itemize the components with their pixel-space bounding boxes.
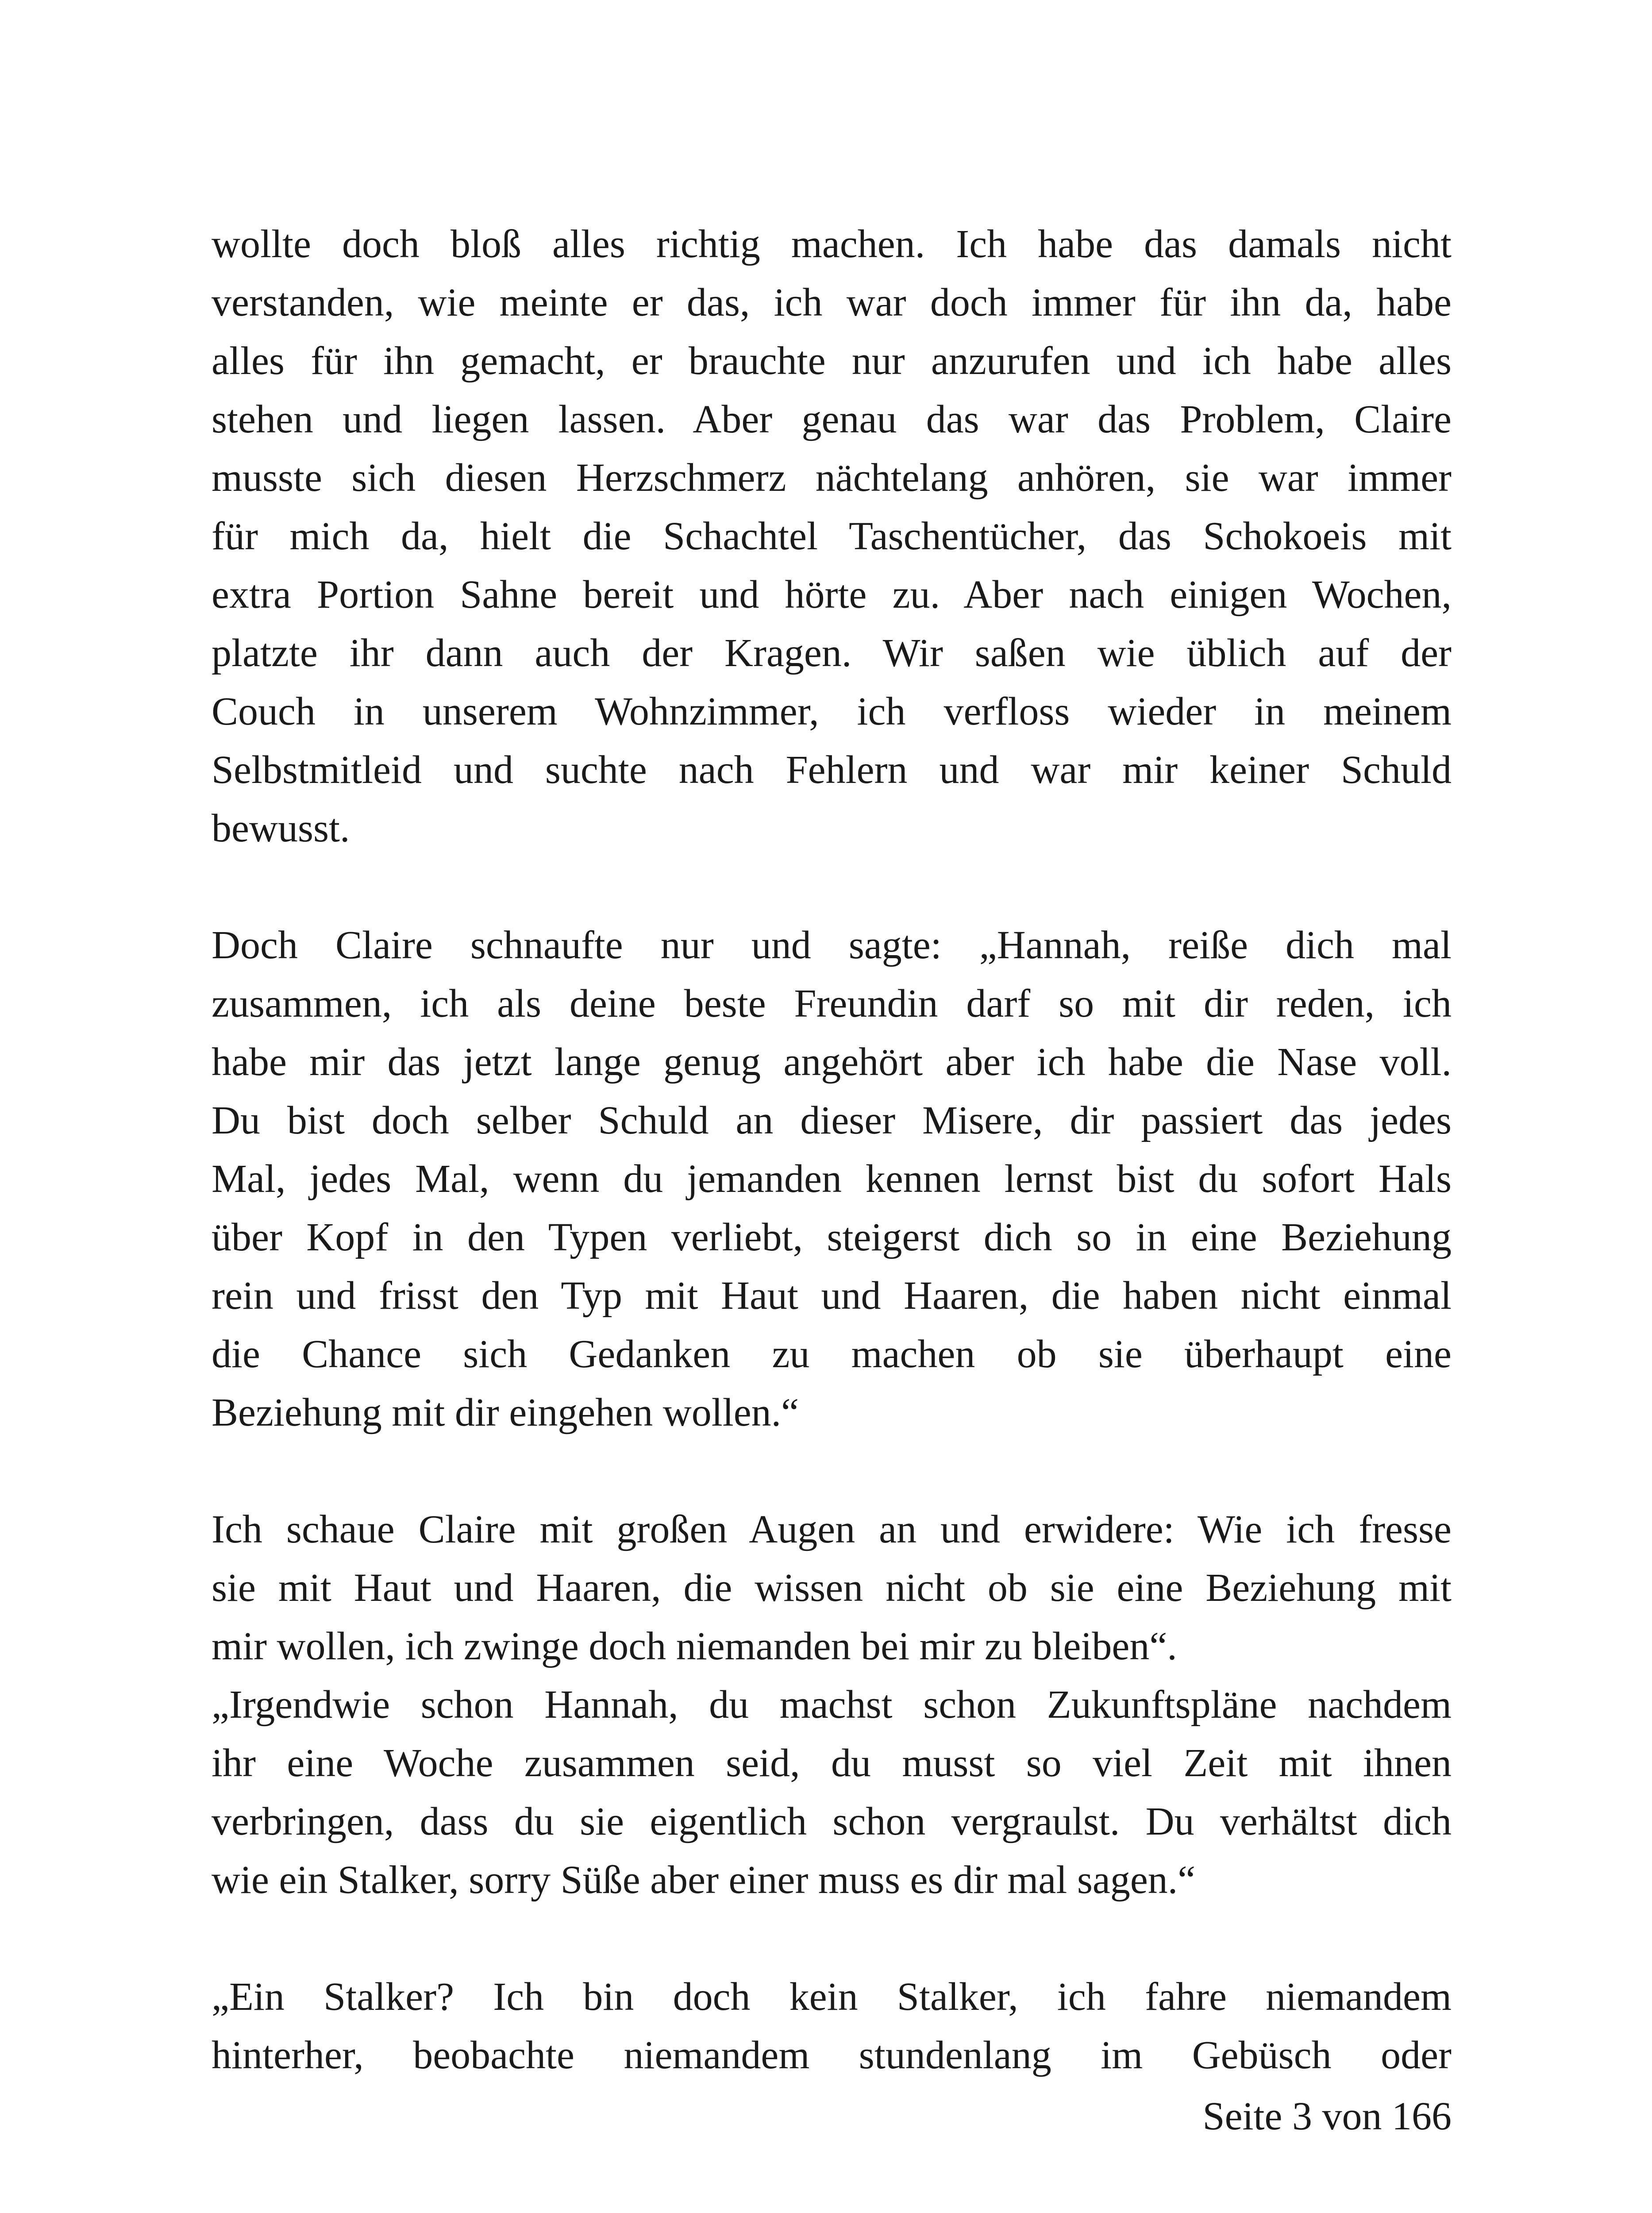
text-line: hinterher, beobachte niemandem stundenlang im Gebüsch oder [212,2033,1452,2077]
text-line: zusammen, ich als deine beste Freundin darf so mit dir reden, ich [212,982,1452,1026]
text-line: wie ein Stalker, sorry Süße aber einer muss es dir mal sagen.“ [212,1858,1196,1902]
text-line: musste sich diesen Herzschmerz nächtelang anhören, sie war immer [212,456,1452,500]
text-line: mir wollen, ich zwinge doch niemanden bei mir zu bleiben“. [212,1624,1177,1668]
text-line: sie mit Haut und Haaren, die wissen nicht ob sie eine Beziehung mit [212,1566,1452,1610]
text-line: „Irgendwie schon Hannah, du machst schon Zukunftspläne nachdem [212,1683,1452,1727]
paragraph [212,215,1452,858]
page-body-text [212,215,1452,2085]
text-line: stehen und liegen lassen. Aber genau das war das Problem, Claire [212,397,1452,441]
text-line: Mal, jedes Mal, wenn du jemanden kennen lernst bist du sofort Hals [212,1157,1452,1201]
text-line: über Kopf in den Typen verliebt, steigerst dich so in eine Beziehung [212,1215,1452,1259]
text-line: Selbstmitleid und suchte nach Fehlern und war mir keiner Schuld [212,748,1452,792]
text-line: habe mir das jetzt lange genug angehört aber ich habe die Nase voll. [212,1040,1452,1084]
text-line: alles für ihn gemacht, er brauchte nur anzurufen und ich habe alles [212,339,1452,383]
paragraph-gap [212,1442,1452,1500]
text-line: extra Portion Sahne bereit und hörte zu. Aber nach einigen Wochen, [212,573,1452,617]
page-number: Seite 3 von 166 [1202,2094,1452,2138]
text-line: ihr eine Woche zusammen seid, du musst so viel Zeit mit ihnen [212,1741,1452,1785]
text-line: platzte ihr dann auch der Kragen. Wir saßen wie üblich auf der [212,631,1452,675]
text-line: Doch Claire schnaufte nur und sagte: „Hannah, reiße dich mal [212,923,1452,967]
text-line: verbringen, dass du sie eigentlich schon vergraulst. Du verhältst dich [212,1800,1452,1843]
paragraph [212,1500,1452,1909]
text-line: bewusst. [212,806,350,850]
text-line: rein und frisst den Typ mit Haut und Haaren, die haben nicht einmal [212,1274,1452,1318]
text-line: für mich da, hielt die Schachtel Taschentücher, das Schokoeis mit [212,514,1452,558]
text-line: die Chance sich Gedanken zu machen ob sie überhaupt eine [212,1332,1452,1376]
paragraph-gap [212,858,1452,916]
text-line: „Ein Stalker? Ich bin doch kein Stalker, ich fahre niemandem [212,1975,1452,2019]
paragraph [212,1968,1452,2085]
text-line: Ich schaue Claire mit großen Augen an und erwidere: Wie ich fresse [212,1507,1452,1551]
text-line: Du bist doch selber Schuld an dieser Misere, dir passiert das jedes [212,1099,1452,1142]
text-line: Beziehung mit dir eingehen wollen.“ [212,1391,799,1434]
text-line: verstanden, wie meinte er das, ich war doch immer für ihn da, habe [212,281,1452,324]
paragraph-gap [212,1909,1452,1968]
text-line: Couch in unserem Wohnzimmer, ich verfloss wieder in meinem [212,690,1452,733]
paragraph [212,916,1452,1442]
text-line: wollte doch bloß alles richtig machen. Ich habe das damals nicht [212,222,1452,266]
